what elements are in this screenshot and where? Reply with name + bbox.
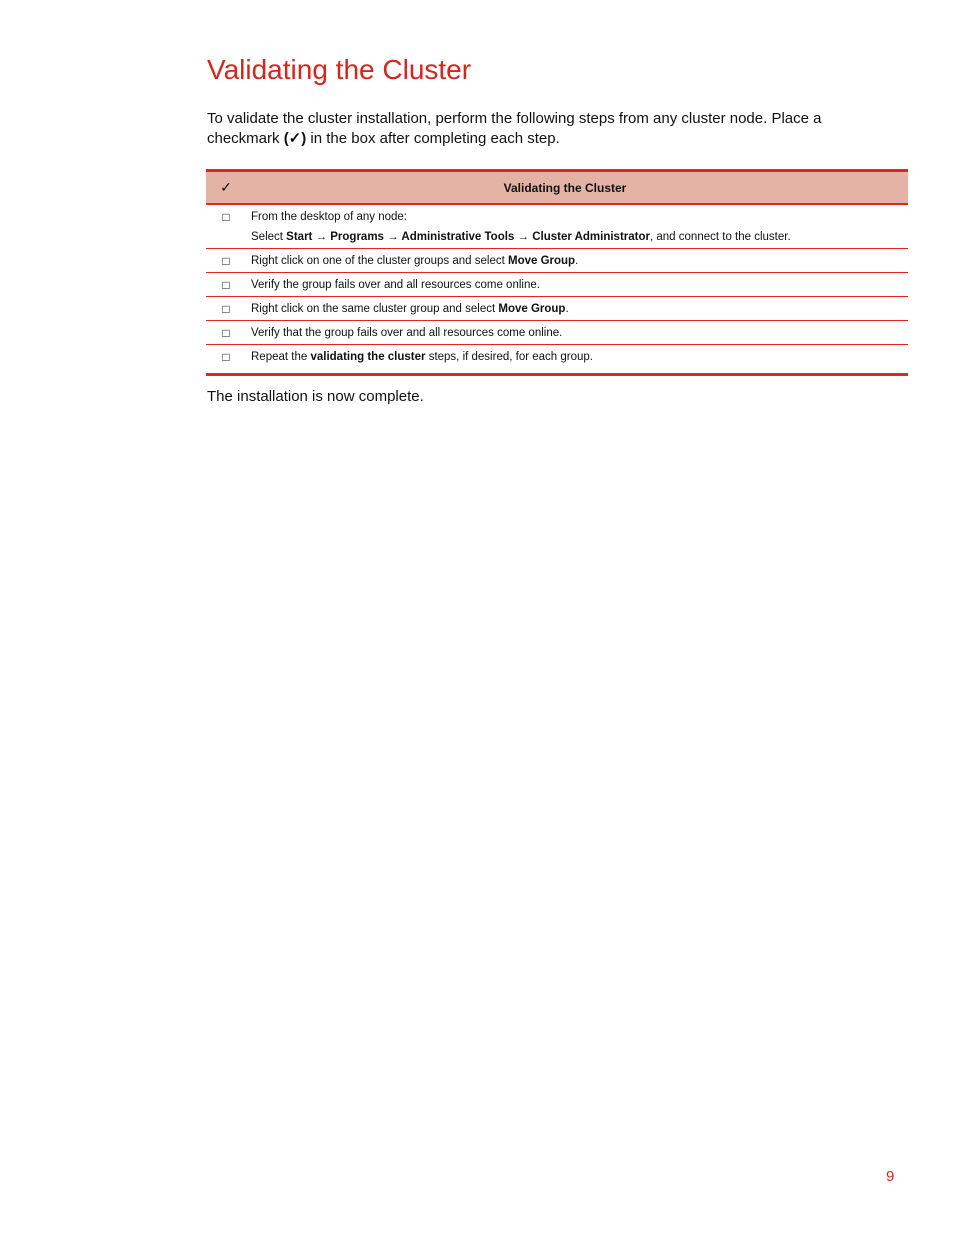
checkbox-icon[interactable]: □ [222, 278, 230, 292]
checklist-step-text [246, 251, 908, 271]
arrow-icon: → [312, 231, 331, 243]
step-line-2 [251, 227, 908, 247]
checkmark-symbol: (✓) [283, 130, 307, 147]
step-text-pre: Right click on the same cluster group and select [251, 303, 499, 315]
checklist-row [206, 297, 908, 321]
table-header [206, 172, 908, 205]
step-text-post: steps, if desired, for each group. [425, 351, 593, 363]
checkbox-icon[interactable]: □ [222, 254, 230, 268]
step-text-bold: Move Group [507, 255, 576, 267]
page-number: 9 [886, 1168, 895, 1185]
step-text-pre: Right click on one of the cluster groups and select [251, 255, 508, 267]
step-line-1: From the desktop of any node: [251, 211, 407, 223]
checklist-row [206, 273, 908, 297]
arrow-icon: → [514, 231, 533, 243]
checklist-row [206, 345, 908, 373]
checkbox-icon[interactable]: □ [222, 326, 230, 340]
table-header-title: Validating the Cluster [503, 180, 627, 195]
checklist-step-text [246, 299, 908, 319]
validation-checklist-table [206, 169, 908, 376]
checkmark-icon: ✓ [220, 179, 232, 195]
step-text-bold: validating the cluster [310, 351, 426, 363]
intro-text-1: To validate the cluster installation, perform the following steps from any cluster node. Place a checkmark [207, 110, 822, 147]
outro-paragraph: The installation is now complete. [207, 388, 424, 405]
checklist-step-text [246, 347, 908, 367]
checklist-step-text [246, 207, 908, 247]
checklist-step-text: Verify the group fails over and all resources come online. [251, 279, 540, 291]
checklist-row [206, 249, 908, 273]
intro-paragraph [207, 109, 857, 149]
checkbox-icon[interactable]: □ [222, 302, 230, 316]
step-text-bold: Move Group [498, 303, 566, 315]
checkbox-icon[interactable]: □ [222, 210, 230, 224]
arrow-icon: → [383, 231, 402, 243]
page-title: Validating the Cluster [207, 54, 472, 85]
menu-cluster-administrator: Cluster Administrator [532, 231, 650, 243]
checklist-step-text: Verify that the group fails over and all resources come online. [251, 327, 563, 339]
menu-start: Start [286, 231, 313, 243]
step-text-post: . [565, 303, 569, 315]
select-text: Select [251, 231, 287, 243]
menu-programs: Programs [330, 231, 384, 243]
step-tail: , and connect to the cluster. [650, 231, 791, 243]
menu-administrative-tools: Administrative Tools [401, 231, 515, 243]
step-text-post: . [575, 255, 579, 267]
checklist-row [206, 205, 908, 249]
checkbox-icon[interactable]: □ [222, 350, 230, 364]
intro-text-2: in the box after completing each step. [306, 130, 560, 147]
checklist-row [206, 321, 908, 345]
step-text-pre: Repeat the [251, 351, 311, 363]
